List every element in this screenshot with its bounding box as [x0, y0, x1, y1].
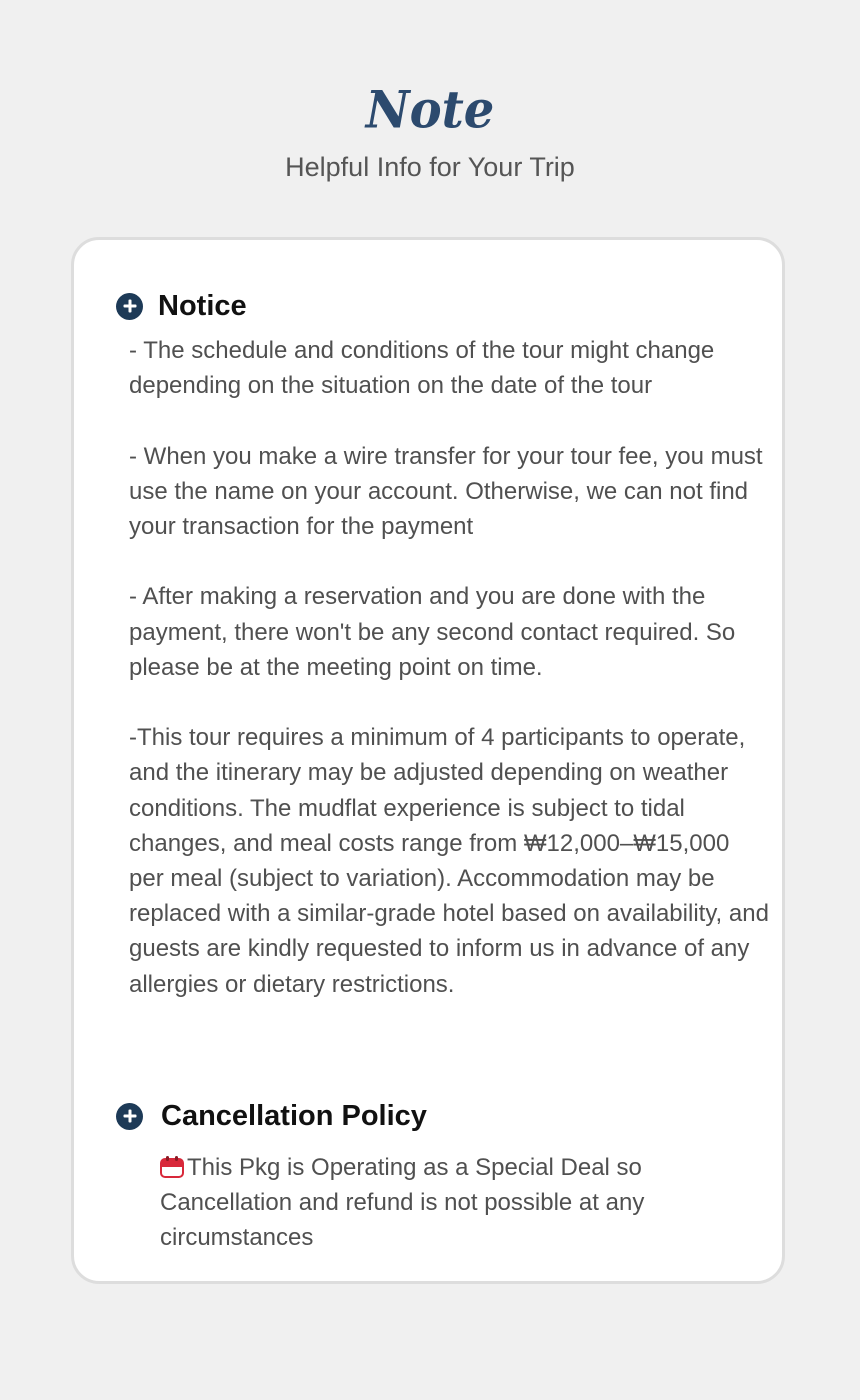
page-subtitle: Helpful Info for Your Trip: [285, 152, 575, 182]
plus-circle-icon: [116, 293, 143, 320]
info-card: [71, 237, 785, 1284]
notice-section-header: [116, 288, 247, 324]
calendar-icon: [160, 1156, 184, 1178]
page-title: Note: [365, 79, 495, 141]
notice-text: - The schedule and conditions of the tour might change depending on the situation on the date of the tour - When you make a wire transfer for your tour fee, you must use the name on your account. Otherwise, we can not find your transaction for the payment - After making a reservation and you are done with the payment, there won't be any second contact required. So please be at the meeting point on time. -This tour requires a minimum of 4 participants to operate, and the itinerary may be adjusted depending on weather conditions. The mudflat experience is subject to tidal changes, and meal costs range from ₩12,000–₩15,000 per meal (subject to variation). Accommodation may be replaced with a similar-grade hotel based on availability, and guests are kindly requested to inform us in advance of any allergies or dietary restrictions.: [129, 337, 769, 998]
notice-heading: Notice: [158, 290, 247, 322]
cancellation-section-header: [116, 1098, 427, 1134]
cancellation-text: This Pkg is Operating as a Special Deal so Cancellation and refund is not possible at any circumstances: [160, 1154, 645, 1251]
cancellation-heading: Cancellation Policy: [161, 1100, 427, 1132]
cancellation-text-block: [160, 1150, 740, 1255]
plus-circle-icon: [116, 1103, 143, 1130]
